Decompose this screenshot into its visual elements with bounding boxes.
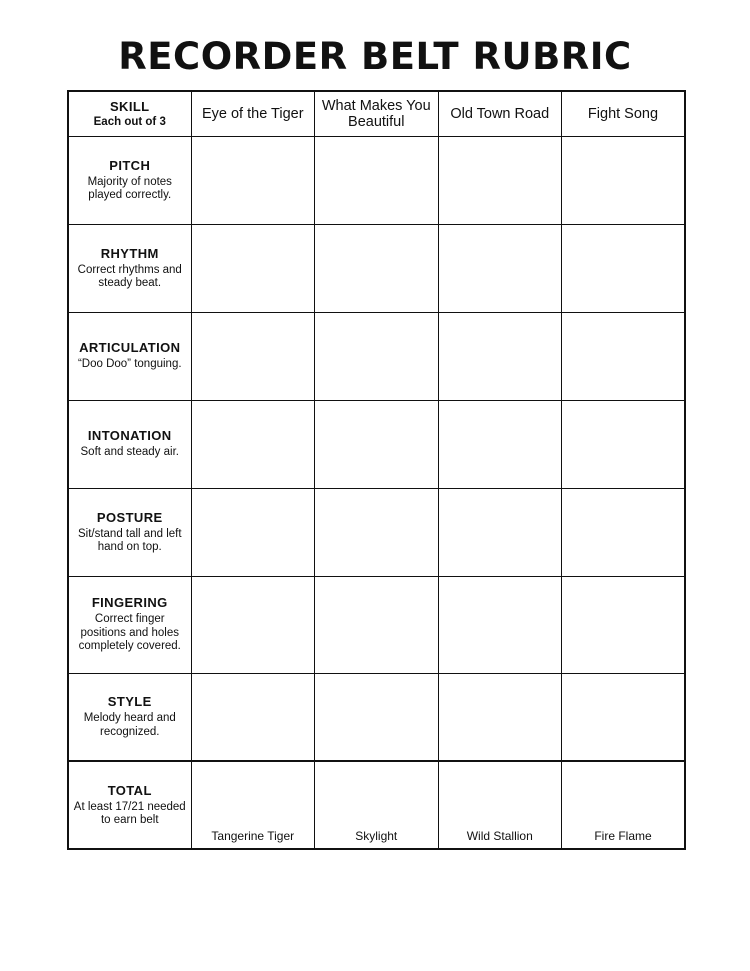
skill-row-pitch	[68, 136, 685, 224]
skill-cell	[68, 136, 191, 224]
skill-cell	[68, 576, 191, 673]
page-title: RECORDER BELT RUBRIC	[118, 35, 632, 78]
score-cell[interactable]	[315, 400, 439, 488]
belt-name-fire-flame: Fire Flame	[594, 829, 652, 843]
skill-header-cell	[68, 91, 191, 136]
score-cell[interactable]	[315, 136, 439, 224]
score-cell[interactable]	[438, 400, 562, 488]
skill-row-articulation	[68, 312, 685, 400]
skill-cell	[68, 488, 191, 576]
score-cell[interactable]	[191, 576, 315, 673]
score-cell[interactable]	[191, 312, 315, 400]
score-cell[interactable]	[562, 576, 686, 673]
score-cell[interactable]	[562, 136, 686, 224]
skill-row-fingering	[68, 576, 685, 673]
total-desc: At least 17/21 needed to earn belt	[73, 800, 186, 826]
score-cell[interactable]	[315, 312, 439, 400]
skill-name: STYLE	[107, 694, 152, 710]
total-row	[68, 761, 685, 849]
skill-desc: Soft and steady air.	[80, 446, 179, 459]
score-cell[interactable]	[438, 136, 562, 224]
score-cell[interactable]	[191, 224, 315, 312]
total-label: TOTAL	[107, 782, 152, 798]
skill-cell	[68, 400, 191, 488]
score-cell[interactable]	[315, 224, 439, 312]
skill-name: POSTURE	[96, 509, 163, 525]
total-cell[interactable]	[438, 761, 562, 849]
skill-row-posture	[68, 488, 685, 576]
score-cell[interactable]	[438, 576, 562, 673]
score-cell[interactable]	[438, 312, 562, 400]
score-cell[interactable]	[191, 136, 315, 224]
song-header-eye-of-the-tiger: Eye of the Tiger	[191, 91, 315, 136]
skill-desc: Correct finger positions and holes completely covered.	[78, 613, 181, 653]
header-row	[68, 91, 685, 136]
score-cell[interactable]	[438, 673, 562, 761]
score-cell[interactable]	[315, 673, 439, 761]
score-cell[interactable]	[562, 400, 686, 488]
score-cell[interactable]	[562, 312, 686, 400]
skill-row-style	[68, 673, 685, 761]
skill-desc: Sit/stand tall and left hand on top.	[77, 527, 182, 553]
total-label-cell	[68, 761, 191, 849]
belt-name-skylight: Skylight	[355, 829, 398, 843]
total-cell[interactable]	[191, 761, 315, 849]
song-header-old-town-road: Old Town Road	[438, 91, 562, 136]
skill-name: FINGERING	[91, 595, 168, 611]
skill-row-intonation	[68, 400, 685, 488]
score-cell[interactable]	[191, 488, 315, 576]
score-cell[interactable]	[315, 576, 439, 673]
song-header-fight-song: Fight Song	[562, 91, 686, 136]
belt-name-tangerine-tiger: Tangerine Tiger	[211, 829, 295, 843]
score-cell[interactable]	[191, 400, 315, 488]
skill-name: ARTICULATION	[79, 340, 181, 356]
score-cell[interactable]	[191, 673, 315, 761]
score-cell[interactable]	[438, 488, 562, 576]
skill-cell	[68, 224, 191, 312]
score-cell[interactable]	[562, 488, 686, 576]
song-header-what-makes-you-beautiful: What Makes You Beautiful	[315, 91, 439, 136]
belt-name-wild-stallion: Wild Stallion	[466, 829, 533, 843]
skill-name: PITCH	[109, 157, 151, 173]
total-cell[interactable]	[562, 761, 686, 849]
skill-header-label: SKILL	[109, 98, 150, 114]
skill-name: INTONATION	[87, 428, 172, 444]
skill-cell	[68, 673, 191, 761]
score-cell[interactable]	[315, 488, 439, 576]
score-cell[interactable]	[562, 673, 686, 761]
skill-desc: Majority of notes played correctly.	[87, 175, 172, 201]
skill-name: RHYTHM	[100, 245, 159, 261]
skill-cell	[68, 312, 191, 400]
skill-header-sub: Each out of 3	[93, 115, 166, 128]
score-cell[interactable]	[438, 224, 562, 312]
skill-row-rhythm	[68, 224, 685, 312]
total-cell[interactable]	[315, 761, 439, 849]
score-cell[interactable]	[562, 224, 686, 312]
skill-desc: Correct rhythms and steady beat.	[77, 263, 182, 289]
skill-desc: Melody heard and recognized.	[83, 712, 176, 738]
rubric-table	[67, 90, 686, 850]
skill-desc: “Doo Doo” tonguing.	[77, 358, 182, 371]
